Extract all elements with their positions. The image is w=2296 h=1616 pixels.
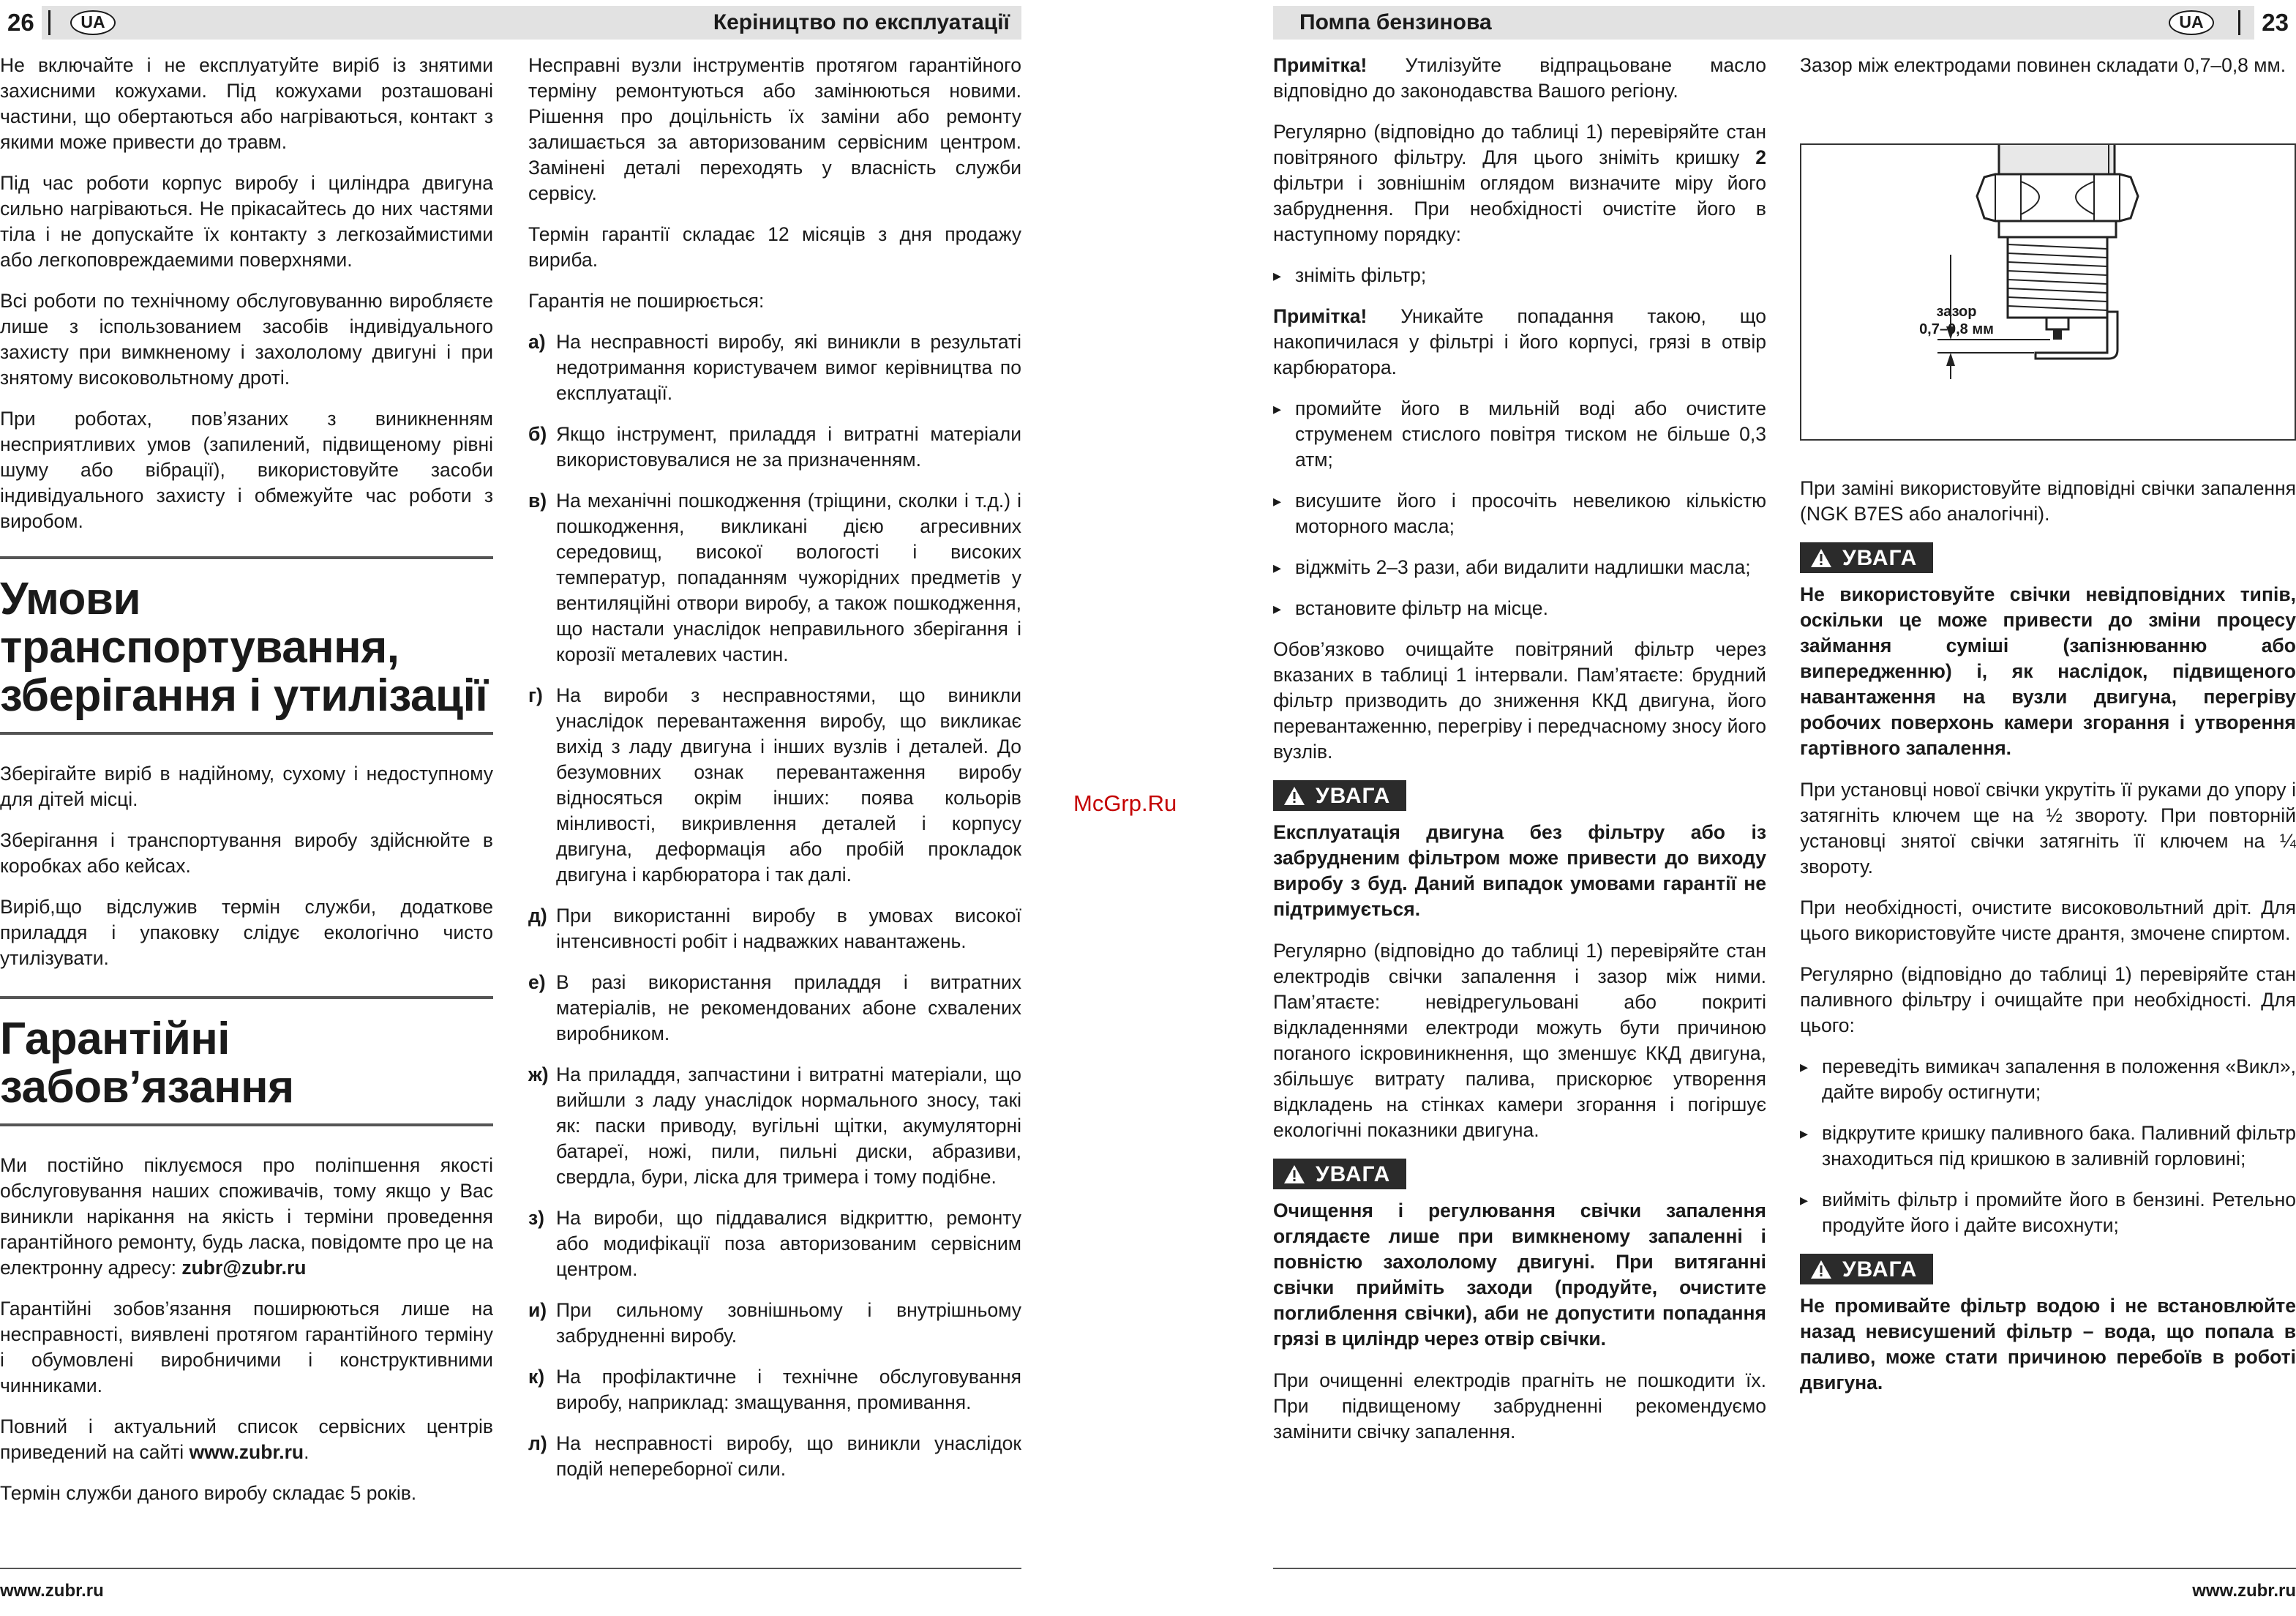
paragraph: Ми постійно піклуємося про поліпшення якості обслуговування наших споживачів, тому якщо у Вас виникли нарікання на якість і терміни проведення гарантійного ремонту, будь ласка, повідомте про це на електронну адресу: zubr@zubr.ru	[0, 1154, 493, 1279]
watermark: McGrp.Ru	[1073, 790, 1177, 816]
warning-text: Не використовуйте свічки невідповідних типів, оскільки це може привести до зміни процесу займання суміші (запізнюванню або випередженню) і, як наслідок, підвищеного навантаження на вузли двигуна, перегріву робочих поверхонь камери згорання і утворення гартівного запалення.	[1800, 583, 2296, 759]
list-letter: ж)	[528, 1063, 549, 1085]
arrow-bullet-icon: ▸	[1273, 558, 1282, 577]
list-item	[528, 1205, 1021, 1282]
list-text: встановите фільтр на місце.	[1295, 597, 1549, 619]
arrow-bullet-icon: ▸	[1273, 492, 1282, 510]
list-letter: а)	[528, 331, 546, 353]
warning-text: Очищення і регулювання свічки запалення оглядаєте лише при вимкненому запаленні і повністю захололому двигуні. При витяганні свічки прийміть заходи (продуйте, очистите поглиблення свічки), аби не допустити попадання грязі в циліндр через отвір свічки.	[1273, 1200, 1766, 1350]
warranty-exclusions-list	[528, 329, 1021, 1482]
paragraph: Несправні вузли інструментів протягом гарантійного терміну ремонтуються або замінюються новими. Рішення про доцільність їх заміни або ремонту залишається за авторизованим сервісним центром. Замінені деталі переходять у власність служби сервісу.	[528, 54, 1021, 204]
arrow-bullet-icon: ▸	[1273, 266, 1282, 285]
header-title: Помпа бензинова	[1299, 10, 1492, 34]
list-text: На несправності виробу, які виникли в результаті недотримання користувачем вимог керівництва по експлуатації.	[556, 331, 1021, 404]
paragraph: Всі роботи по технічному обслуговуванню виробляєте лише з іспользованием засобів індивідуального захисту при вимкненому і захололому двигуні і при знятому високовольтному дроті.	[0, 290, 493, 389]
right-column-2	[1800, 53, 2296, 78]
list-item	[528, 903, 1021, 954]
arrow-bullet-icon: ▸	[1800, 1058, 1809, 1076]
header-separator	[2238, 10, 2240, 35]
list-letter: к)	[528, 1366, 545, 1388]
section-rule	[0, 996, 493, 999]
warning-text: Експлуатація двигуна без фільтру або із забрудненим фільтром може привести до виходу виробу з буд. Даний випадок умовами гарантії не підтримується.	[1273, 821, 1766, 920]
paragraph: Під час роботи корпус виробу і циліндра двигуна сильно нагріваються. Не прікасайтесь до них частями тіла і не допускайте їх контакту з легкозаймистими або легкоповреждаемими поверхнями.	[0, 172, 493, 271]
list-item	[528, 1298, 1021, 1349]
list-letter: б)	[528, 423, 547, 445]
left-page	[0, 0, 1024, 1616]
gap-label: зазор 0,7–0,8 мм	[1919, 304, 1994, 337]
paragraph: Гарантія не поширюється:	[528, 290, 765, 312]
paragraph: Регулярно (відповідно до таблиці 1) перевіряйте стан паливного фільтру і очищайте при необхідності. Для цього:	[1800, 963, 2296, 1036]
list-item	[1273, 596, 1766, 621]
list-text: На приладдя, запчастини і витратні матеріали, що вийшли з ладу унаслідок нормального зносу, такі як: паски приводу, вугільні щітки, акумуляторні батареї, ножі, пили, пильні диски, абразиви, свердла, бури, ліска для тримера і тому подібне.	[556, 1063, 1021, 1188]
list-letter: д)	[528, 905, 547, 927]
warning-text: Не промивайте фільтр водою і не встановлюйте назад невисушений фільтр – вода, що попала в паливо, може стати причиною перебоїв в роботі двигуна.	[1800, 1295, 2296, 1394]
list-text: На механічні пошкодження (тріщини, сколки і т.д.) і пошкодження, викликані дією агресивних середовищ, високої вологості і високих температур, попаданням чужорідних предметів у вентиляційні отвори виробу, а також пошкодження, що настали унаслідок неправильного зберігання і корозії металевих частин.	[556, 490, 1021, 665]
site-link[interactable]: www.zubr.ru	[189, 1441, 304, 1463]
paragraph: Зберігання і транспортування виробу здійснюйте в коробках або кейсах.	[0, 829, 493, 877]
warning-badge: УВАГА	[1800, 1254, 1933, 1284]
spark-plug-diagram	[1801, 145, 2295, 439]
list-item	[528, 683, 1021, 888]
warning-badge: УВАГА	[1273, 780, 1406, 811]
language-badge: UA	[2169, 10, 2214, 35]
page-number: 23	[2254, 6, 2296, 40]
list-item	[1800, 1121, 2296, 1172]
list-text: висушите його і просочіть невеликою кількістю моторного масла;	[1295, 490, 1766, 537]
list-text: На вироби з несправностями, що виникли унаслідок перевантаження виробу, що викликає вихід з ладу двигуна і інших вузлів і деталей. До безумовних ознак перевантаження виробу відносяться окрім інших: поява кольорів мінливості, викривлення деталей і корпусу двигуна, деформація або пробій прокладок двигуна і карбюратора і так далі.	[556, 684, 1021, 886]
list-text: віджміть 2–3 рази, аби видалити надлишки масла;	[1295, 556, 1751, 578]
list-item	[528, 1062, 1021, 1190]
fuel-filter-steps	[1800, 1054, 2296, 1238]
paragraph: Термін служби даного виробу складає 5 років.	[0, 1482, 417, 1504]
list-item: ▸ зніміть фільтр;	[1273, 263, 1766, 288]
note: Примітка! Уникайте попадання такою, що накопичилася у фільтрі і його корпусі, грязі в отвір карбюратора.	[1273, 305, 1766, 378]
section-heading-transport: Умови транспортування, зберігання і утилізації	[0, 574, 488, 721]
left-column-1	[0, 53, 493, 1522]
warning-triangle-icon	[1283, 1164, 1305, 1184]
warning-badge: УВАГА	[1800, 542, 1933, 573]
paragraph: Зберігайте виріб в надійному, сухому і недоступному для дітей місці.	[0, 763, 493, 810]
footer-rule	[1273, 1568, 2296, 1569]
warning-triangle-icon	[1810, 548, 1832, 568]
page-header	[0, 6, 1021, 40]
footer-url[interactable]: www.zubr.ru	[2192, 1581, 2296, 1601]
paragraph: При роботах, пов’язаних з виникненням несприятливих умов (запилений, підвищеному рівні шуму або вібрації), використовуйте засоби індивідуального захисту і обмежуйте час роботи з виробом.	[0, 408, 493, 532]
list-item	[1273, 488, 1766, 539]
warning-triangle-icon	[1810, 1260, 1832, 1279]
list-letter: е)	[528, 971, 546, 993]
list-letter: л)	[528, 1432, 547, 1454]
email-link[interactable]: zubr@zubr.ru	[181, 1257, 307, 1279]
list-letter: в)	[528, 490, 547, 512]
list-letter: г)	[528, 684, 543, 706]
section-heading-warranty: Гарантійні забов’язання	[0, 1014, 294, 1112]
paragraph: Обов’язково очищайте повітряний фільтр через вказаних в таблиці 1 інтервали. Пам’ятаєте: брудний фільтр призводить до зниження ККД двигуна, його перевантаженню, перегріву і передчасному зносу його вузлів.	[1273, 638, 1766, 763]
list-text: вийміть фільтр і промийте його в бензині. Ретельно продуйте його і дайте висохнути;	[1822, 1189, 2296, 1236]
paragraph: При очищенні електродів прагніть не пошкодити їх. При підвищеному забрудненні рекомендуємо замінити свічку запалення.	[1273, 1369, 1766, 1443]
right-page	[1273, 0, 2296, 1616]
list-text: При сильному зовнішньому і внутрішньому забрудненні виробу.	[556, 1299, 1021, 1347]
left-column-2	[528, 53, 1021, 1497]
footer-rule	[0, 1568, 1021, 1569]
list-item	[528, 1431, 1021, 1482]
list-text: промийте його в мильній воді або очистите струменем стислого повітря тиском не більше 0,3 атм;	[1295, 397, 1766, 471]
header-title: Керіництво по експлуатації	[713, 10, 1010, 34]
header-separator	[48, 10, 50, 35]
list-letter: з)	[528, 1207, 544, 1229]
paragraph: При заміні використовуйте відповідні свічки запалення (NGK B7ES або аналогічні).	[1800, 477, 2296, 525]
list-text: В разі використання приладдя і витратних матеріалів, не рекомендованих абоне схвалених виробником.	[556, 971, 1021, 1044]
list-text: На профілактичне і технічне обслуговування виробу, наприклад: змащування, промивання.	[556, 1366, 1021, 1413]
page-number: 26	[0, 6, 42, 40]
right-column-2-lower	[1800, 476, 2296, 1412]
list-item	[528, 488, 1021, 667]
paragraph: Термін гарантії складає 12 місяців з дня продажу вириба.	[528, 223, 1021, 271]
arrow-bullet-icon: ▸	[1800, 1124, 1809, 1142]
list-text: переведіть вимикач запалення в положення «Викл», дайте виробу остигнути;	[1822, 1055, 2296, 1103]
filter-cleaning-steps	[1273, 396, 1766, 621]
list-text: Якщо інструмент, приладдя і витратні матеріали використовувалися не за призначенням.	[556, 423, 1021, 471]
list-item	[528, 329, 1021, 406]
section-rule	[0, 1123, 493, 1126]
list-text: На несправності виробу, що виникли унаслідок подій непереборної сили.	[556, 1432, 1021, 1480]
list-text: На вироби, що піддавалися відкриттю, ремонту або модифікації поза авторизованим сервісним центром.	[556, 1207, 1021, 1280]
list-text: При використанні виробу в умовах високої інтенсивності робіт і надважких навантажень.	[556, 905, 1021, 952]
paragraph: При необхідності, очистите високовольтний дріт. Для цього використовуйте чисте дрантя, змочене спиртом.	[1800, 897, 2296, 944]
warning-triangle-icon	[1283, 786, 1305, 806]
paragraph: Зазор між електродами повинен складати 0,7–0,8 мм.	[1800, 54, 2286, 76]
section-rule	[0, 556, 493, 559]
list-letter: и)	[528, 1299, 547, 1321]
list-item	[1800, 1187, 2296, 1238]
language-badge: UA	[70, 10, 116, 35]
right-column-1	[1273, 53, 1766, 1460]
list-item	[528, 1364, 1021, 1415]
note: Примітка! Утилізуйте відпрацьоване масло відповідно до законодавства Вашого регіону.	[1273, 54, 1766, 102]
paragraph: Повний і актуальний список сервісних центрів приведений на сайті www.zubr.ru.	[0, 1415, 493, 1463]
arrow-bullet-icon: ▸	[1273, 599, 1282, 618]
page-header	[1273, 6, 2296, 40]
section-rule	[0, 732, 493, 735]
paragraph: При установці нової свічки укрутіть її руками до упору і затягніть ключем ще на ½ звороту. При повторній установці знятої свічки затягніть її ключем на ¼ звороту.	[1800, 779, 2296, 878]
paragraph: Виріб,що відслужив термін служби, додаткове приладдя і упаковку слідує екологічно чисто утилізувати.	[0, 896, 493, 969]
list-item	[528, 422, 1021, 473]
list-item	[1273, 555, 1766, 580]
arrow-bullet-icon: ▸	[1800, 1191, 1809, 1209]
paragraph: Регулярно (відповідно до таблиці 1) перевіряйте стан повітряного фільтру. Для цього зніміть кришку 2 фільтри і зовнішнім оглядом визначите міру його забруднення. При необхідності очистіте його в наступному порядку:	[1273, 121, 1766, 245]
paragraph: Гарантійні зобов’язання поширюються лише на несправності, виявлені протягом гарантійного терміну і обумовлені виробничими і конструктивними чинниками.	[0, 1298, 493, 1396]
spark-plug-figure	[1800, 143, 2296, 441]
list-item	[1800, 1054, 2296, 1105]
list-item	[528, 970, 1021, 1047]
warning-badge: УВАГА	[1273, 1159, 1406, 1189]
footer-url[interactable]: www.zubr.ru	[0, 1581, 104, 1601]
arrow-bullet-icon: ▸	[1273, 400, 1282, 418]
paragraph: Не включайте і не експлуатуйте виріб із знятими захисними кожухами. Під кожухами розташовані частини, що обертаються або нагріваються, контакт з якими може привести до травм.	[0, 54, 493, 153]
list-text: відкрутите кришку паливного бака. Паливний фільтр знаходиться під кришкою в заливній горловині;	[1822, 1122, 2296, 1170]
list-item	[1273, 396, 1766, 473]
paragraph: Регулярно (відповідно до таблиці 1) перевіряйте стан електродів свічки запалення і зазор між ними. Пам’ятаєте: невідрегульовані або покриті відкладеннями електроди можуть бути причиною поганого іскровиникнення, що зменшує ККД двигуна, збільшує витрату палива, прискорює утворення відкладень на стінках камери згорання і погіршує екологічні показники двигуна.	[1273, 940, 1766, 1141]
